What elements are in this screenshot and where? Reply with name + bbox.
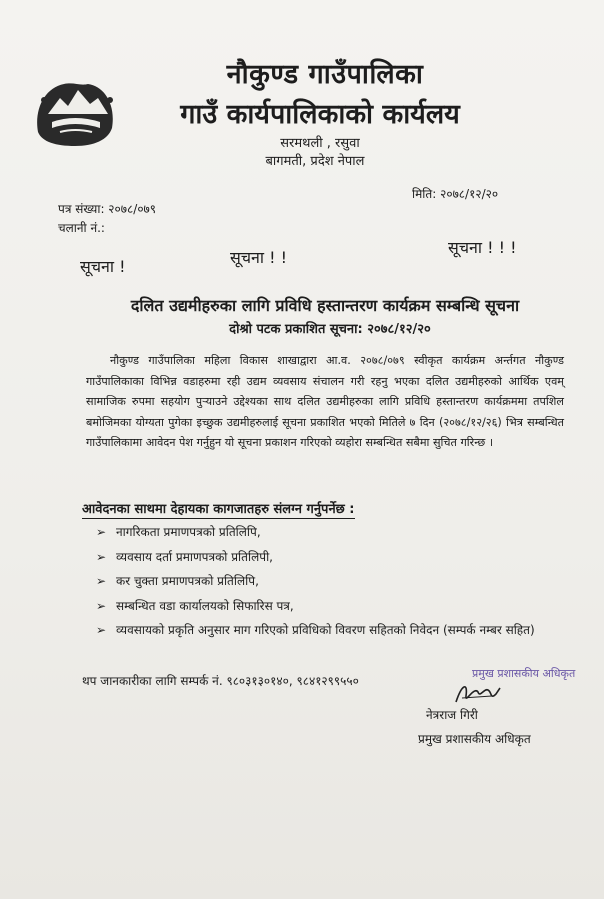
notice-subject: दलित उद्यमीहरुका लागि प्रविधि हस्तान्तरण कार्यक्रम सम्बन्धि सूचना — [130, 296, 520, 315]
list-item-text: नागरिकता प्रमाणपत्रको प्रतिलिपि, — [116, 525, 261, 539]
arrow-bullet-icon: ➢ — [96, 598, 107, 613]
office-title-line2: गाउँ कार्यपालिकाको कार्यलय — [180, 99, 460, 130]
list-item-text: सम्बन्धित वडा कार्यालयको सिफारिस पत्र, — [116, 598, 294, 613]
list-item — [96, 569, 556, 594]
list-item-text: व्यवसाय दर्ता प्रमाणपत्रको प्रतिलिपी, — [116, 549, 273, 564]
list-item — [96, 594, 556, 619]
contact-info: थप जानकारीका लागि सम्पर्क नं. ९८०३१३०१४०, ९८४१२९९५५० — [82, 674, 359, 688]
arrow-bullet-icon: ➢ — [96, 574, 107, 588]
arrow-bullet-icon: ➢ — [96, 525, 107, 539]
letter-number: पत्र संख्या: २०७८/०७९ — [58, 202, 157, 216]
notice-heading-1: सूचना ! — [80, 257, 126, 276]
office-title-line1: नौकुण्ड गाउँपालिका — [226, 59, 424, 90]
notice-heading-3: सूचना ! ! ! — [448, 238, 517, 257]
documents-list — [96, 520, 556, 643]
document-date: मिति: २०७८/१२/२० — [412, 187, 499, 201]
address-line1: सरमथली , रसुवा — [280, 136, 360, 151]
dispatch-number: चलानी नं.: — [58, 221, 105, 235]
notice-body: नौकुण्ड गाउँपालिका महिला विकास शाखाद्वारा आ.व. २०७८/०७९ स्वीकृत कार्यक्रम अर्न्तगत नौकुण्ड गाउँपालिकाका विभिन्न वडाहरुमा रही उद्यम व्यवसाय संचालन गरी रहनु भएका दलित उद्यमीहरुको आर्थिक एवम् सामाजिक रुपमा सहयोग पुऱ्याउने उद्देश्यका साथ दलित उद्यमीहरुका लागि प्रविधि हस्तान्तरण कार्यक्रममा तपशिल बमोजिमका योग्यता पुगेका इच्छुक उद्यमीहरुलाई सूचना प्रकाशित भएको मितिले ७ दिन (२०७८/१२/२६) भित्र सम्बन्धित गाउँपालिकामा आवेदन पेश गर्नुहुन यो सूचना प्रकाशन गरिएको व्यहोरा सम्बन्धित सबैमा सुचित गरिन्छ । — [86, 354, 564, 449]
list-item — [96, 520, 556, 545]
signer-title: प्रमुख प्रशासकीय अधिकृत — [418, 732, 531, 746]
signer-name: नेत्रराज गिरी — [426, 708, 478, 722]
government-emblem-icon — [30, 70, 120, 150]
arrow-bullet-icon: ➢ — [96, 549, 107, 564]
list-item — [96, 545, 556, 570]
list-item-text: कर चुक्ता प्रमाणपत्रको प्रतिलिपि, — [116, 574, 259, 588]
notice-subtitle: दोश्रो पटक प्रकाशित सूचना: २०७८/१२/२० — [229, 322, 431, 337]
handwritten-signature-icon — [452, 678, 504, 708]
official-stamp: प्रमुख प्रशासकीय अधिकृत — [472, 667, 576, 680]
documents-title: आवेदनका साथमा देहायका कागजातहरु संलग्न गर्नुपर्नेछ : — [82, 499, 355, 519]
notice-heading-2: सूचना ! ! — [230, 248, 288, 267]
address-line2: बागमती, प्रदेश नेपाल — [265, 154, 365, 169]
list-item — [96, 618, 556, 643]
list-item-text: व्यवसायको प्रकृति अनुसार माग गरिएको प्रविधिको विवरण सहितको निवेदन (सम्पर्क नम्बर सहित) — [116, 623, 535, 637]
arrow-bullet-icon: ➢ — [96, 623, 107, 637]
